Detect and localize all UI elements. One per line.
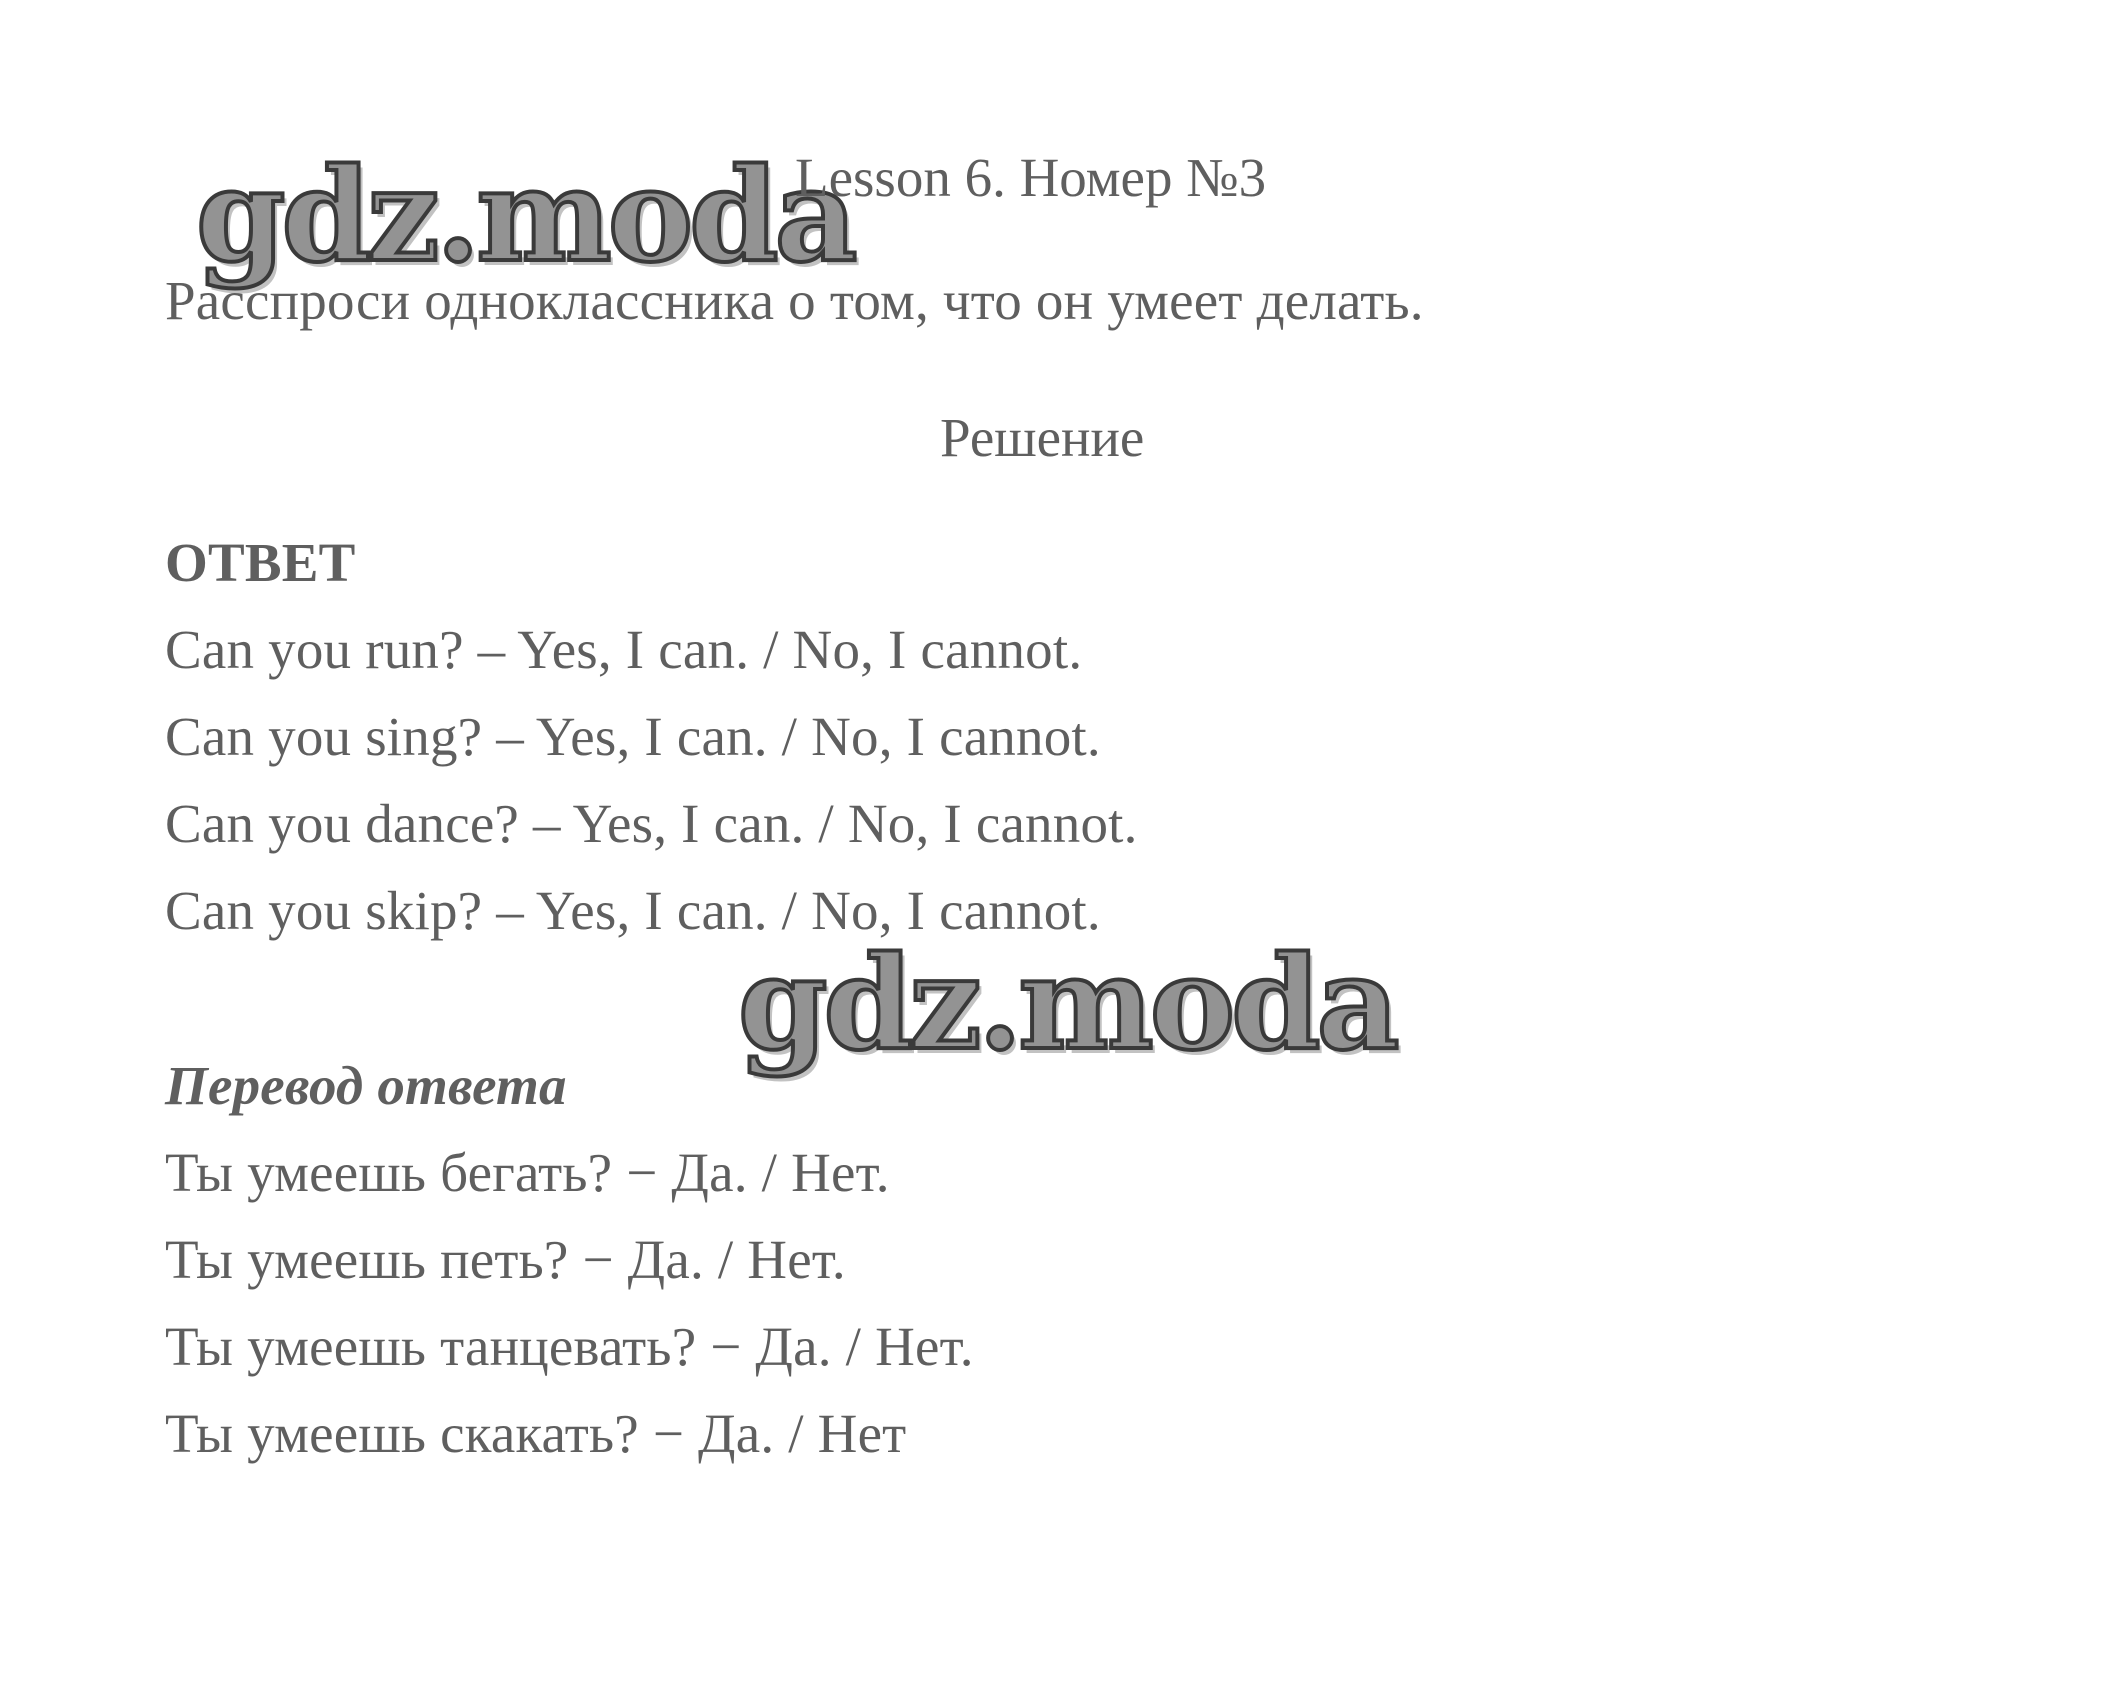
answer-line: Can you sing? – Yes, I can. / No, I cannot. (165, 706, 1101, 767)
translation-line: Ты умеешь петь? − Да. / Нет. (165, 1229, 846, 1290)
answer-line: Can you dance? – Yes, I can. / No, I cannot. (165, 793, 1138, 854)
watermark-logo: gdz.moda (738, 929, 1396, 1079)
watermark-logo: gdz.moda (196, 141, 854, 291)
task-text: Расспроси одноклассника о том, что он умеет делать. (165, 270, 1424, 331)
answer-line: Can you run? – Yes, I can. / No, I cannot. (165, 619, 1083, 680)
lesson-title: Lesson 6. Номер №3 (795, 147, 1267, 208)
solution-label: Решение (940, 407, 1145, 468)
translation-line: Ты умеешь танцевать? − Да. / Нет. (165, 1316, 974, 1377)
answer-heading: ОТВЕТ (165, 532, 356, 593)
translation-line: Ты умеешь бегать? − Да. / Нет. (165, 1142, 890, 1203)
translation-heading: Перевод ответа (165, 1055, 567, 1116)
answer-line: Can you skip? – Yes, I can. / No, I cannot. (165, 880, 1101, 941)
translation-line: Ты умеешь скакать? − Да. / Нет (165, 1403, 907, 1464)
